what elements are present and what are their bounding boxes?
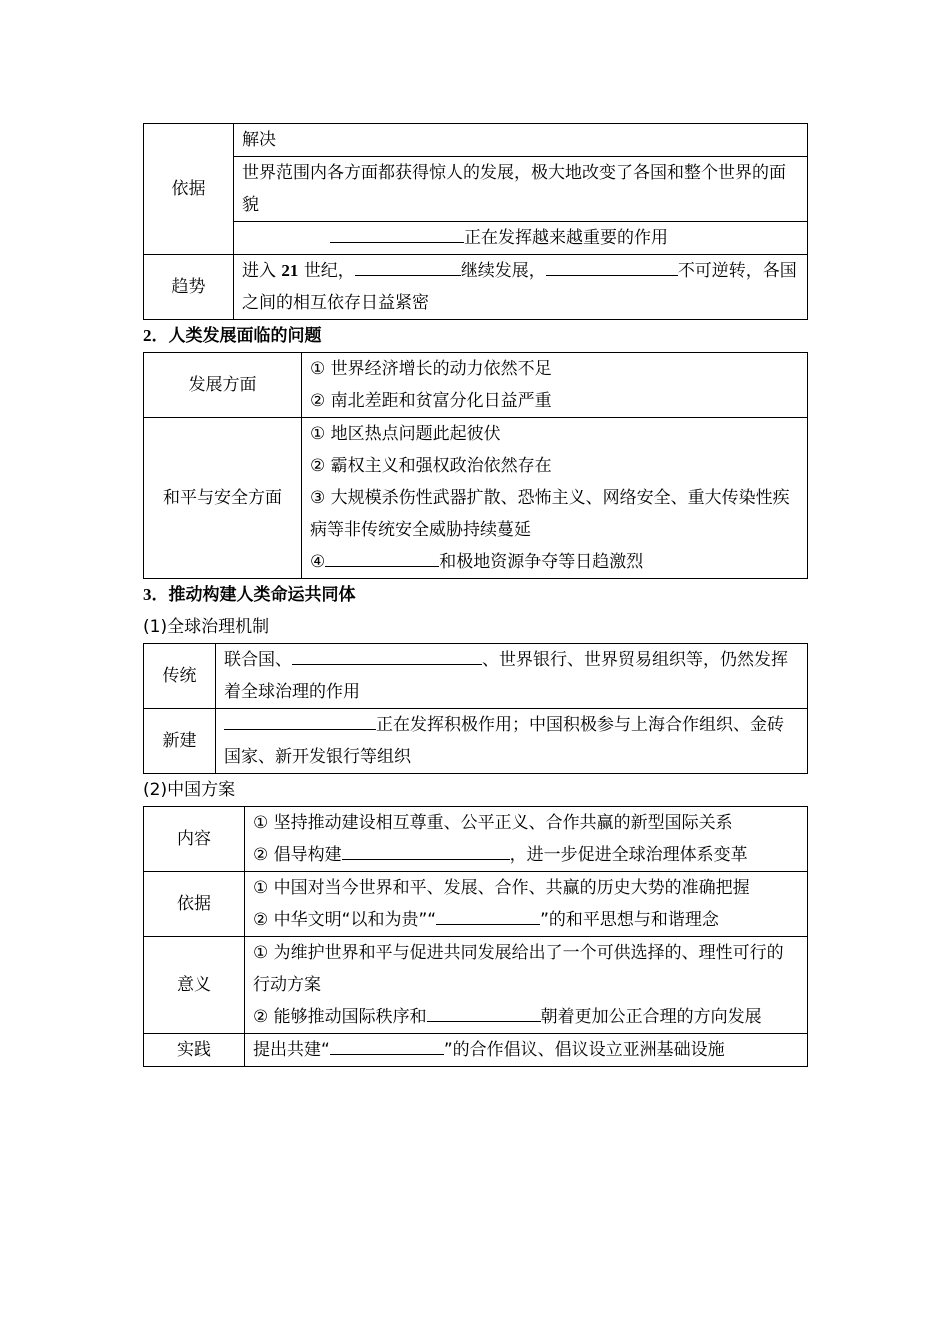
blank-line [325,550,439,567]
blank-line [342,843,510,860]
globalization-table [143,123,808,320]
trend-cell: 进入 21 世纪， 继续发展， 不可逆转，各国之间的相互依存日益紧密 [234,255,808,320]
china-plan-table [143,806,808,1067]
blank-line [292,648,482,665]
blank-line [355,259,461,276]
content-label: 内容 [144,807,245,872]
blank-line [330,226,464,243]
section-3-heading: 3．推动构建人类命运共同体 [143,585,356,604]
peace-security-label: 和平与安全方面 [144,418,302,579]
new-label: 新建 [144,709,216,774]
section-2-heading: 2．人类发展面临的问题 [143,326,322,345]
problems-table [143,352,808,579]
practice-cell: 提出共建“ ”的合作倡议、倡议设立亚洲基础设施 [245,1034,808,1067]
development-items: ① 世界经济增长的动力依然不足 ② 南北差距和贫富分化日益严重 [302,353,808,418]
blank-line [427,1005,541,1022]
basis-label: 依据 [144,124,234,255]
traditional-cell: 联合国、 、世界银行、世界贸易组织等，仍然发挥着全球治理的作用 [216,644,808,709]
basis-row-3: 正在发挥越来越重要的作用 [234,222,808,255]
blank-line [546,259,678,276]
blank-line [224,713,376,730]
traditional-label: 传统 [144,644,216,709]
trend-label: 趋势 [144,255,234,320]
blank-line [330,1038,444,1055]
content-cell: ① 坚持推动建设相互尊重、公平正义、合作共赢的新型国际关系 ② 倡导构建 ，进一步促进全球治理体系变革 [245,807,808,872]
blank-line [436,908,540,925]
meaning-cell: ① 为维护世界和平与促进共同发展给出了一个可供选择的、理性可行的行动方案 ② 能够推动国际秩序和 朝着更加公正合理的方向发展 [245,937,808,1034]
basis-cell: ① 中国对当今世界和平、发展、合作、共赢的历史大势的准确把握 ② 中华文明“以和为贵”“ ”的和平思想与和谐理念 [245,872,808,937]
subheading-china-plan: (2)中国方案 [143,780,236,800]
practice-label: 实践 [144,1034,245,1067]
basis-row-1: 解决 [234,124,808,157]
peace-security-items: ① 地区热点问题此起彼伏 ② 霸权主义和强权政治依然存在 ③ 大规模杀伤性武器扩散、恐怖主义、网络安全、重大传染性疾病等非传统安全威胁持续蔓延 ④ 和极地资源争夺等日趋激烈 [302,418,808,579]
subheading-governance: (1)全球治理机制 [143,617,270,637]
new-cell: 正在发挥积极作用；中国积极参与上海合作组织、金砖国家、新开发银行等组织 [216,709,808,774]
governance-table [143,643,808,774]
basis-label-2: 依据 [144,872,245,937]
meaning-label: 意义 [144,937,245,1034]
basis-row-2: 世界范围内各方面都获得惊人的发展，极大地改变了各国和整个世界的面貌 [234,157,808,222]
development-label: 发展方面 [144,353,302,418]
document-page [143,123,807,1067]
